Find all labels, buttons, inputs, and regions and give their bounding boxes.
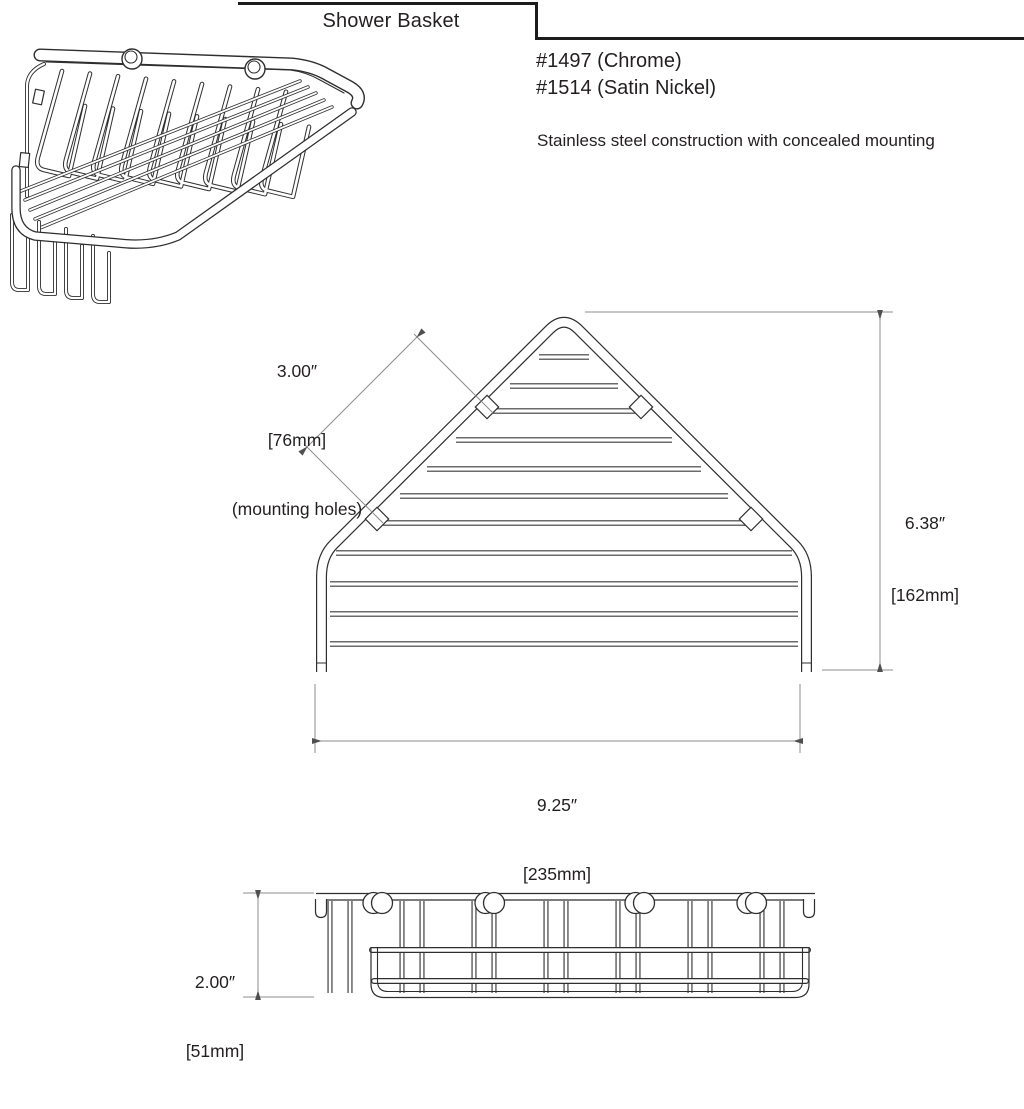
dimension-value: 3.00″ [276, 361, 318, 381]
dimension-mounting-holes [182, 314, 412, 567]
isometric-view [12, 49, 358, 302]
dimension-value: 9.25″ [536, 795, 578, 815]
model-number-satin-nickel: #1514 (Satin Nickel) [536, 77, 717, 99]
model-number-chrome: #1497 (Chrome) [536, 50, 682, 72]
page-title: Shower Basket [322, 10, 460, 32]
product-description: Stainless steel construction with concealed mounting [537, 131, 935, 150]
dimension-metric: [51mm] [185, 1041, 245, 1061]
dimension-metric: [235mm] [522, 864, 592, 884]
dimension-metric: [162mm] [890, 585, 960, 605]
dimension-value: 6.38″ [904, 513, 946, 533]
mounting-tab-icon [365, 395, 762, 530]
dimension-value: 2.00″ [194, 972, 236, 992]
dimension-width [477, 748, 637, 932]
dimension-note: (mounting holes) [231, 499, 363, 519]
dimension-depth [158, 925, 272, 1109]
dimension-metric: [76mm] [267, 430, 327, 450]
dimension-height [858, 463, 992, 655]
